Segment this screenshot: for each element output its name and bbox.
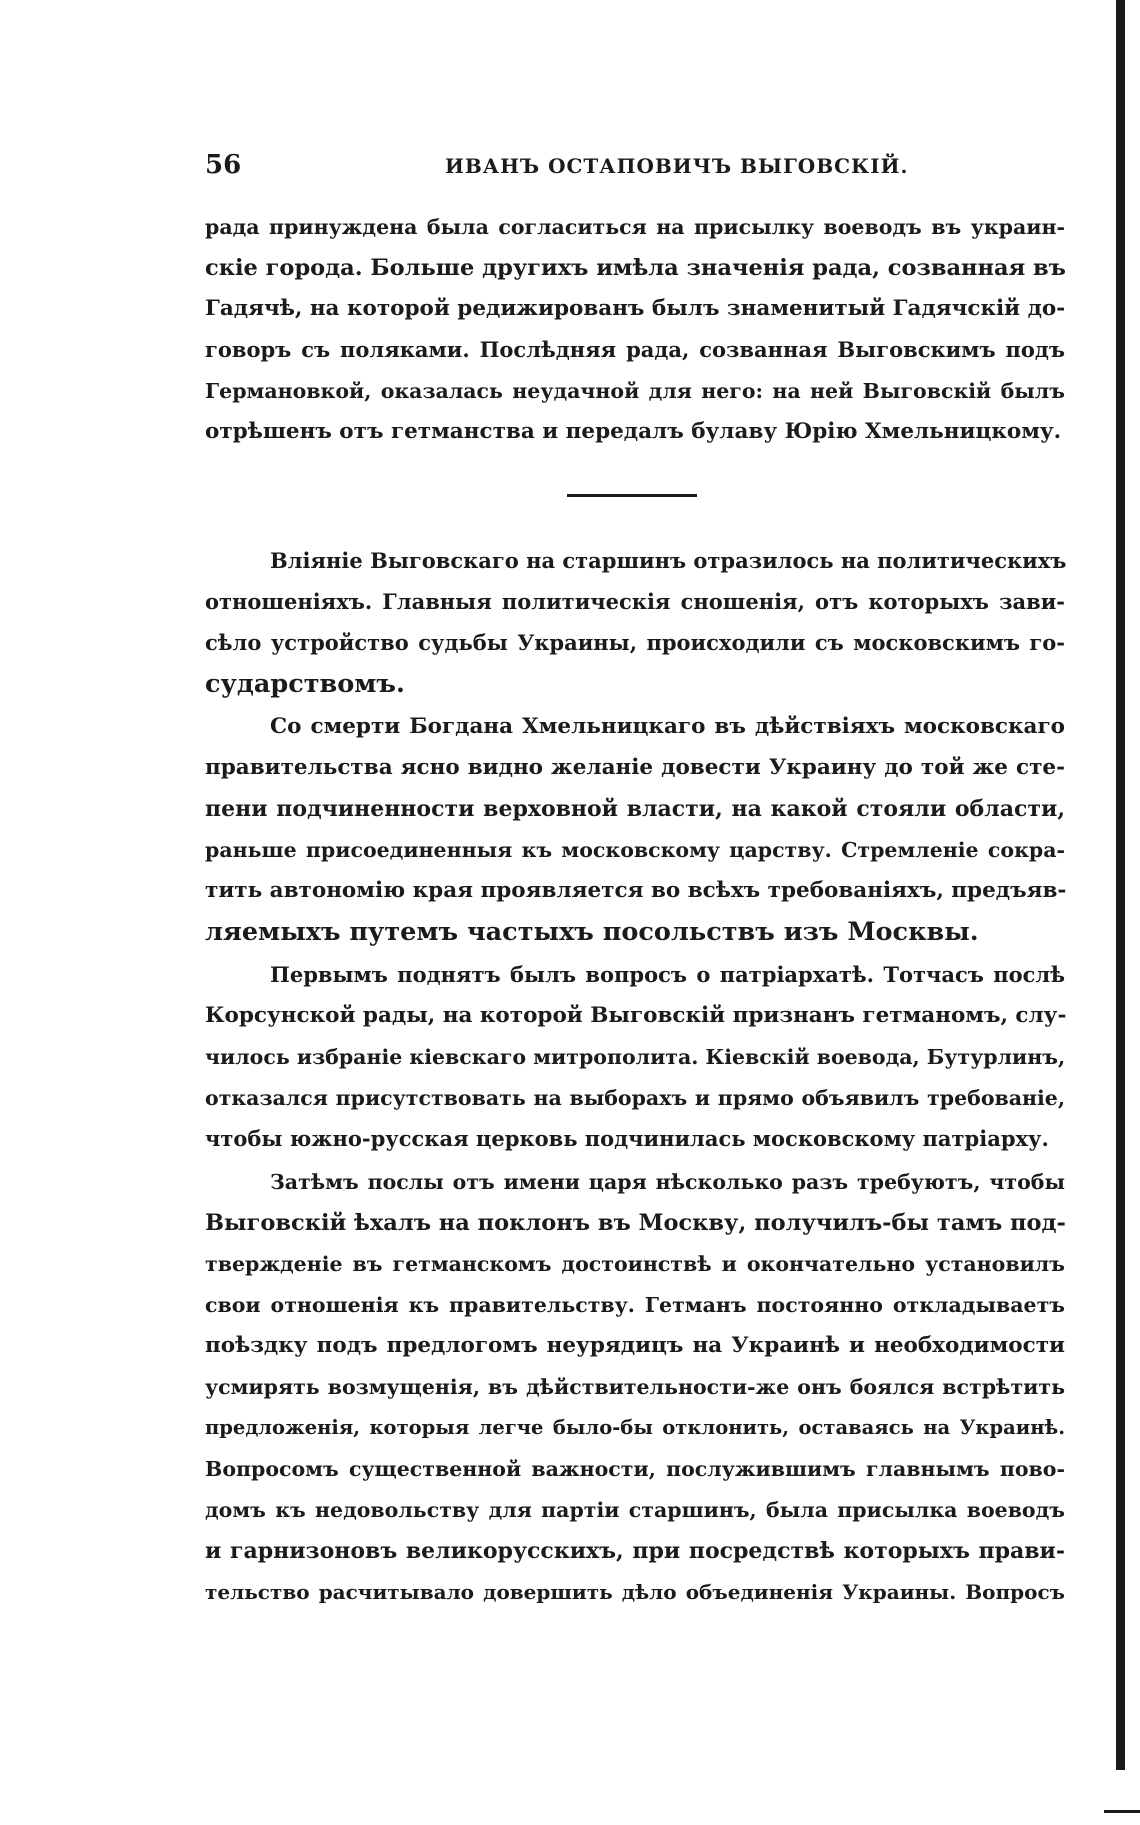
text-line: усмирять возмущенія, въ дѣйствительности-же онъ боялся встрѣтить (205, 1375, 1065, 1399)
page-number: 56 (205, 150, 242, 180)
text-line: раньше присоединенныя къ московскому царству. Стремленіе сокра- (205, 838, 1065, 862)
text-line: ляемыхъ путемъ частыхъ посольствъ изъ Москвы. (205, 917, 979, 947)
text-line: Со смерти Богдана Хмельницкаго въ дѣйствіяхъ московскаго (270, 714, 1065, 739)
text-line: скіе города. Больше другихъ имѣла значенія рада, созванная въ (205, 255, 1066, 281)
text-line: Выговскій ѣхалъ на поклонъ въ Москву, получилъ-бы тамъ под- (205, 1210, 1066, 1236)
text-line: чилось избраніе кіевскаго митрополита. Кіевскій воевода, Бутурлинъ, (205, 1045, 1066, 1069)
text-line: отношеніяхъ. Главныя политическія сношенія, отъ которыхъ зави- (205, 589, 1065, 614)
section-divider (567, 494, 697, 497)
text-line: чтобы южно-русская церковь подчинилась московскому патріарху. (205, 1126, 1049, 1151)
text-line: поѣздку подъ предлогомъ неурядицъ на Украинѣ и необходимости (205, 1333, 1065, 1358)
text-line: домъ къ недовольству для партіи старшинъ, была присылка воеводъ (205, 1498, 1065, 1522)
corner-mark (1104, 1810, 1140, 1813)
text-line: тельство расчитывало довершить дѣло объединенія Украины. Вопросъ (205, 1580, 1065, 1604)
page-edge-shadow (1116, 0, 1125, 1770)
text-line: свои отношенія къ правительству. Гетманъ постоянно откладываетъ (205, 1293, 1065, 1317)
text-line: рада принуждена была согласиться на присылку воеводъ въ украин- (205, 215, 1065, 239)
text-line: Гадячѣ, на которой редижированъ былъ знаменитый Гадячскій до- (205, 296, 1066, 321)
text-line: отказался присутствовать на выборахъ и прямо объявилъ требованіе, (205, 1086, 1065, 1110)
text-line: Затѣмъ послы отъ имени царя нѣсколько разъ требуютъ, чтобы (270, 1170, 1065, 1194)
text-line: предложенія, которыя легче было-бы отклонить, оставаясь на Украинѣ. (205, 1416, 1065, 1439)
text-line: отрѣшенъ отъ гетманства и передалъ булаву Юрію Хмельницкому. (205, 419, 1062, 444)
text-line: твержденіе въ гетманскомъ достоинствѣ и окончательно установилъ (205, 1252, 1065, 1276)
text-line: и гарнизоновъ великорусскихъ, при посредствѣ которыхъ прави- (205, 1538, 1065, 1564)
text-line: пени подчиненности верховной власти, на какой стояли области, (205, 796, 1065, 822)
text-line: тить автономію края проявляется во всѣхъ требованіяхъ, предъяв- (205, 878, 1067, 903)
text-line: сѣло устройство судьбы Украины, происходили съ московскимъ го- (205, 630, 1065, 655)
text-line: Германовкой, оказалась неудачной для него: на ней Выговскій былъ (205, 379, 1065, 403)
text-line: Вопросомъ существенной важности, послужившимъ главнымъ пово- (205, 1457, 1065, 1481)
text-line: сударствомъ. (205, 669, 405, 699)
text-line: Вліяніе Выговскаго на старшинъ отразилось на политическихъ (270, 548, 1067, 573)
text-line: правительства ясно видно желаніе довести Украину до той же сте- (205, 755, 1065, 780)
text-line: говоръ съ поляками. Послѣдняя рада, созванная Выговскимъ подъ (205, 337, 1065, 362)
running-title: ИВАНЪ ОСТАПОВИЧЪ ВЫГОВСКІЙ. (445, 154, 909, 178)
page-header (205, 150, 1065, 190)
text-line: Первымъ поднятъ былъ вопросъ о патріархатѣ. Тотчасъ послѣ (270, 962, 1065, 987)
text-line: Корсунской рады, на которой Выговскій признанъ гетманомъ, слу- (205, 1003, 1067, 1028)
